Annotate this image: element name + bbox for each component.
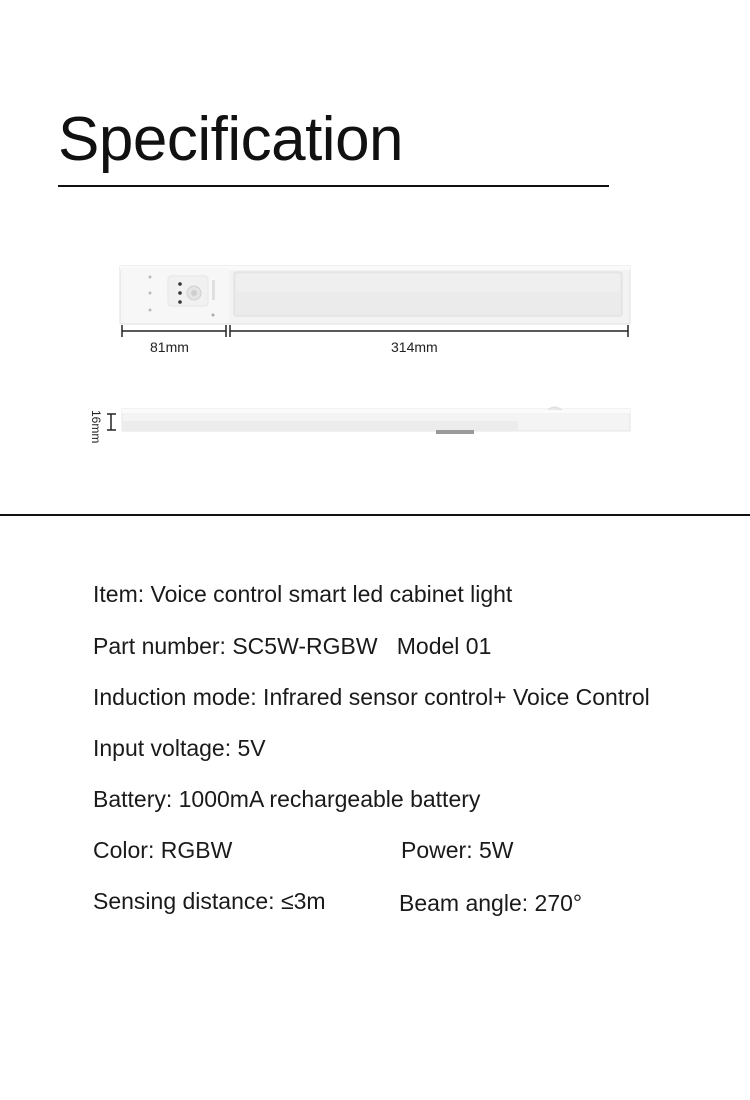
- button-dot: [178, 300, 182, 304]
- sensor-dot: [149, 292, 152, 295]
- section-divider: [0, 514, 750, 516]
- spec-sensing-distance: Sensing distance: ≤3m: [93, 888, 326, 914]
- spec-induction-mode: Induction mode: Infrared sensor control+ Voice Control: [93, 684, 650, 710]
- width-314mm-label: 314mm: [391, 339, 438, 355]
- width-81mm-label: 81mm: [150, 339, 189, 355]
- light-bar-top-view: [120, 266, 630, 324]
- button-dot: [178, 291, 182, 295]
- spec-color: Color: RGBW: [93, 837, 233, 863]
- spec-part-number: Part number: SC5W-RGBW Model 01: [93, 633, 492, 659]
- dimension-lines: [122, 325, 628, 337]
- sensor-dot: [149, 276, 152, 279]
- spec-item: Item: Voice control smart led cabinet light: [93, 581, 513, 607]
- button-dot: [178, 282, 182, 286]
- thickness-16mm-label: 16mm: [89, 410, 103, 444]
- sensor-dot: [149, 309, 152, 312]
- light-bar-side-view: [107, 407, 630, 434]
- spec-battery: Battery: 1000mA rechargeable battery: [93, 786, 481, 812]
- product-diagram: [0, 0, 750, 510]
- page-title: Specification: [58, 105, 404, 174]
- spec-power: Power: 5W: [401, 837, 514, 863]
- spec-beam-angle: Beam angle: 270°: [399, 890, 583, 916]
- spec-input-voltage: Input voltage: 5V: [93, 735, 266, 761]
